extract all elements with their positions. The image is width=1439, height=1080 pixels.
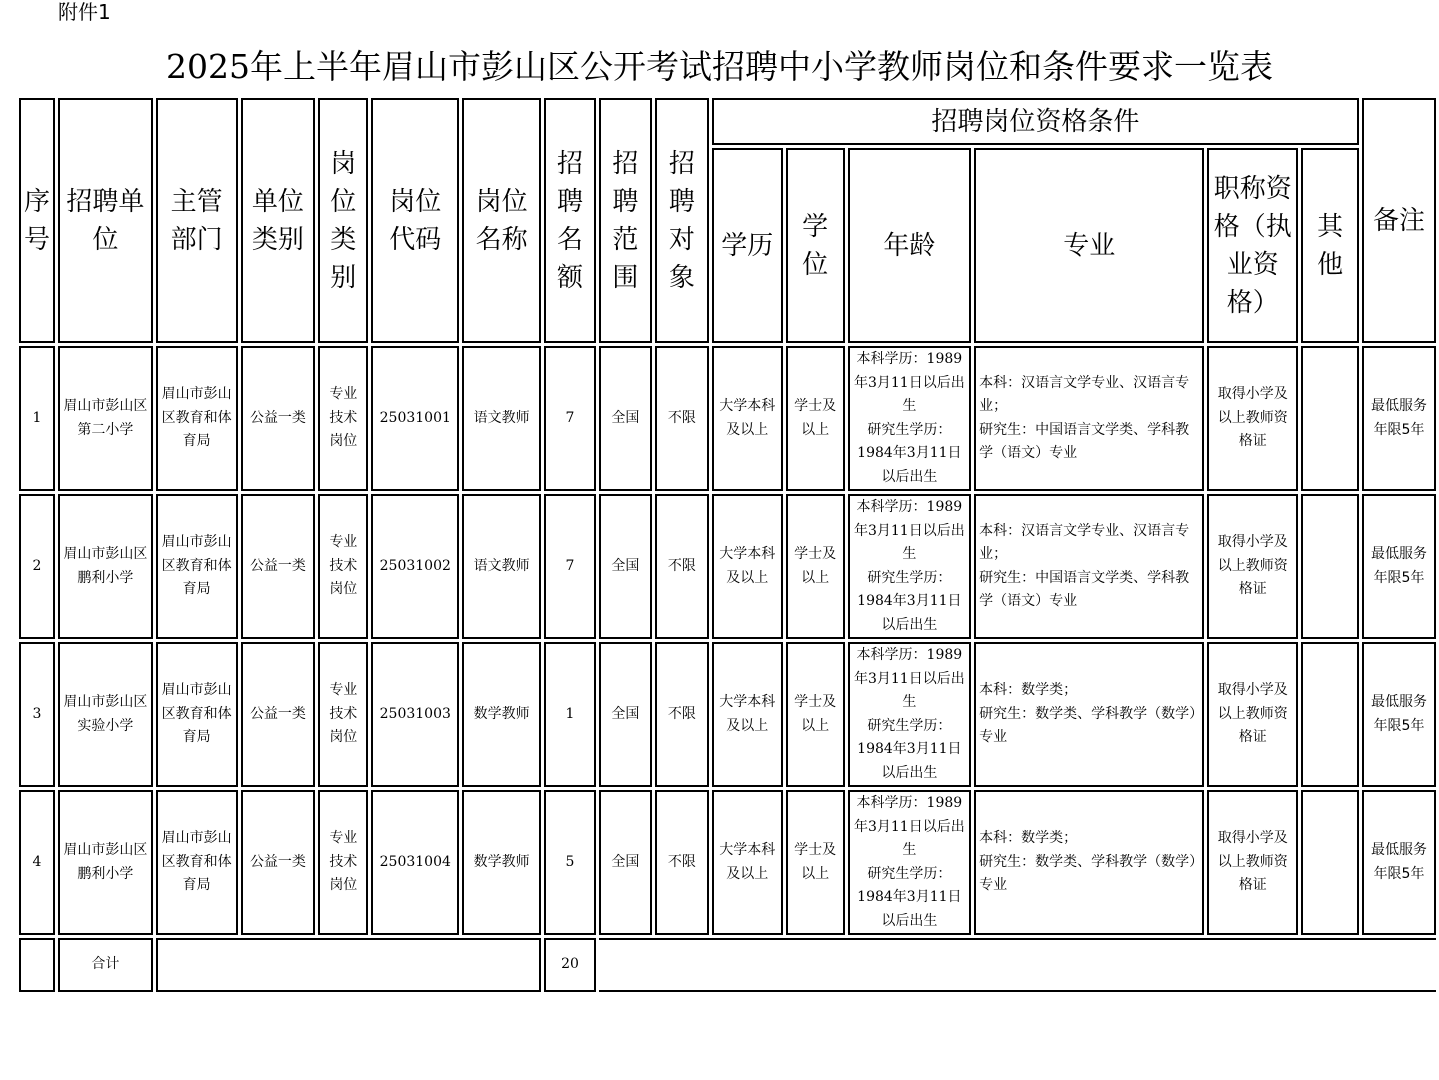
header-post-name: 岗位名称 xyxy=(462,98,541,343)
age-undergrad: 本科学历：1989年3月11日以后出生 xyxy=(853,795,965,858)
cell-unit: 眉山市彭山区实验小学 xyxy=(58,642,153,787)
cell-post-code: 25031003 xyxy=(371,642,459,787)
cell-age xyxy=(848,494,972,639)
cell-post-type: 专业技术岗位 xyxy=(318,346,368,491)
cell-seq: 4 xyxy=(19,790,55,935)
cell-post-name: 数学教师 xyxy=(462,642,541,787)
header-degree: 学位 xyxy=(786,148,845,343)
cell-quota: 7 xyxy=(544,494,596,639)
header-remark: 备注 xyxy=(1362,98,1436,343)
cell-degree: 学士及以上 xyxy=(786,494,845,639)
header-quota: 招聘名额 xyxy=(544,98,596,343)
major-graduate: 研究生：中国语言文学类、学科教学（语文）专业 xyxy=(979,421,1190,461)
page-title: 2025年上半年眉山市彭山区公开考试招聘中小学教师岗位和条件要求一览表 xyxy=(166,47,1273,86)
cell-target: 不限 xyxy=(655,790,709,935)
header-unit-type: 单位类别 xyxy=(241,98,316,343)
header-dept: 主管部门 xyxy=(156,98,238,343)
cell-seq: 2 xyxy=(19,494,55,639)
cell-target: 不限 xyxy=(655,346,709,491)
header-age: 年龄 xyxy=(848,148,972,343)
cell-unit-type: 公益一类 xyxy=(241,346,316,491)
total-quota: 20 xyxy=(544,938,596,992)
major-undergrad: 本科：数学类； xyxy=(979,682,1078,699)
cell-remark: 最低服务年限5年 xyxy=(1362,346,1436,491)
age-graduate: 研究生学历：1984年3月11日以后出生 xyxy=(857,569,962,633)
cell-post-name: 数学教师 xyxy=(462,790,541,935)
cell-seq: 3 xyxy=(19,642,55,787)
cell-age xyxy=(848,642,972,787)
cell-post-code: 25031004 xyxy=(371,790,459,935)
cell-post-name: 语文教师 xyxy=(462,494,541,639)
major-graduate: 研究生：中国语言文学类、学科教学（语文）专业 xyxy=(979,569,1190,609)
cell-unit-type: 公益一类 xyxy=(241,790,316,935)
header-major: 专业 xyxy=(974,148,1204,343)
major-undergrad: 本科：汉语言文学专业、汉语言专业； xyxy=(979,374,1190,414)
header-education: 学历 xyxy=(712,148,783,343)
cell-dept: 眉山市彭山区教育和体育局 xyxy=(156,346,238,491)
header-scope: 招聘范围 xyxy=(599,98,652,343)
cell-major xyxy=(974,642,1204,787)
cell-remark: 最低服务年限5年 xyxy=(1362,494,1436,639)
cell-other xyxy=(1301,346,1359,491)
cell-unit-type: 公益一类 xyxy=(241,494,316,639)
age-undergrad: 本科学历：1989年3月11日以后出生 xyxy=(853,499,965,562)
total-row xyxy=(19,938,1436,992)
cell-quota: 1 xyxy=(544,642,596,787)
annex-label: 附件1 xyxy=(58,0,111,24)
cell-dept: 眉山市彭山区教育和体育局 xyxy=(156,642,238,787)
cell-post-type: 专业技术岗位 xyxy=(318,494,368,639)
header-post-type: 岗位类别 xyxy=(318,98,368,343)
cell-education: 大学本科及以上 xyxy=(712,494,783,639)
cell-dept: 眉山市彭山区教育和体育局 xyxy=(156,494,238,639)
cell-scope: 全国 xyxy=(599,790,652,935)
cell-other xyxy=(1301,494,1359,639)
major-graduate: 研究生：数学类、学科教学（数学）专业 xyxy=(979,705,1197,746)
major-graduate: 研究生：数学类、学科教学（数学）专业 xyxy=(979,853,1197,894)
cell-cert: 取得小学及以上教师资格证 xyxy=(1207,790,1298,935)
cell-quota: 5 xyxy=(544,790,596,935)
cell-unit: 眉山市彭山区第二小学 xyxy=(58,346,153,491)
cell-cert: 取得小学及以上教师资格证 xyxy=(1207,642,1298,787)
cell-post-name: 语文教师 xyxy=(462,346,541,491)
cell-age xyxy=(848,790,972,935)
cell-dept: 眉山市彭山区教育和体育局 xyxy=(156,790,238,935)
total-remainder-cell xyxy=(599,938,1436,992)
total-label: 合计 xyxy=(58,938,153,992)
table-row xyxy=(19,790,1436,935)
header-row-1 xyxy=(19,98,1436,145)
age-undergrad: 本科学历：1989年3月11日以后出生 xyxy=(853,647,965,710)
table-row xyxy=(19,494,1436,639)
header-post-code: 岗位代码 xyxy=(371,98,459,343)
age-undergrad: 本科学历：1989年3月11日以后出生 xyxy=(853,351,965,414)
cell-cert: 取得小学及以上教师资格证 xyxy=(1207,494,1298,639)
header-target: 招聘对象 xyxy=(655,98,709,343)
cell-major xyxy=(974,494,1204,639)
cell-scope: 全国 xyxy=(599,642,652,787)
total-seq-cell xyxy=(19,938,55,992)
table-row xyxy=(19,346,1436,491)
cell-post-type: 专业技术岗位 xyxy=(318,642,368,787)
cell-other xyxy=(1301,642,1359,787)
age-graduate: 研究生学历：1984年3月11日以后出生 xyxy=(857,421,962,485)
cell-education: 大学本科及以上 xyxy=(712,346,783,491)
cell-unit: 眉山市彭山区鹏利小学 xyxy=(58,494,153,639)
total-empty-cell xyxy=(156,938,541,992)
cell-target: 不限 xyxy=(655,494,709,639)
cell-major xyxy=(974,790,1204,935)
cell-scope: 全国 xyxy=(599,346,652,491)
cell-unit: 眉山市彭山区鹏利小学 xyxy=(58,790,153,935)
cell-post-code: 25031001 xyxy=(371,346,459,491)
header-seq: 序号 xyxy=(19,98,55,343)
cell-remark: 最低服务年限5年 xyxy=(1362,790,1436,935)
header-other: 其他 xyxy=(1301,148,1359,343)
cell-unit-type: 公益一类 xyxy=(241,642,316,787)
recruitment-table xyxy=(16,95,1439,995)
cell-major xyxy=(974,346,1204,491)
major-undergrad: 本科：汉语言文学专业、汉语言专业； xyxy=(979,522,1190,562)
cell-age xyxy=(848,346,972,491)
header-qualification-group: 招聘岗位资格条件 xyxy=(712,98,1359,145)
age-graduate: 研究生学历：1984年3月11日以后出生 xyxy=(857,865,962,929)
header-unit: 招聘单位 xyxy=(58,98,153,343)
cell-post-code: 25031002 xyxy=(371,494,459,639)
cell-education: 大学本科及以上 xyxy=(712,790,783,935)
cell-degree: 学士及以上 xyxy=(786,642,845,787)
cell-remark: 最低服务年限5年 xyxy=(1362,642,1436,787)
cell-other xyxy=(1301,790,1359,935)
cell-scope: 全国 xyxy=(599,494,652,639)
cell-degree: 学士及以上 xyxy=(786,346,845,491)
age-graduate: 研究生学历：1984年3月11日以后出生 xyxy=(857,717,962,781)
cell-target: 不限 xyxy=(655,642,709,787)
cell-post-type: 专业技术岗位 xyxy=(318,790,368,935)
table-row xyxy=(19,642,1436,787)
major-undergrad: 本科：数学类； xyxy=(979,830,1078,847)
cell-quota: 7 xyxy=(544,346,596,491)
cell-education: 大学本科及以上 xyxy=(712,642,783,787)
cell-seq: 1 xyxy=(19,346,55,491)
cell-degree: 学士及以上 xyxy=(786,790,845,935)
cell-cert: 取得小学及以上教师资格证 xyxy=(1207,346,1298,491)
header-title-cert: 职称资格（执业资格） xyxy=(1207,148,1298,343)
